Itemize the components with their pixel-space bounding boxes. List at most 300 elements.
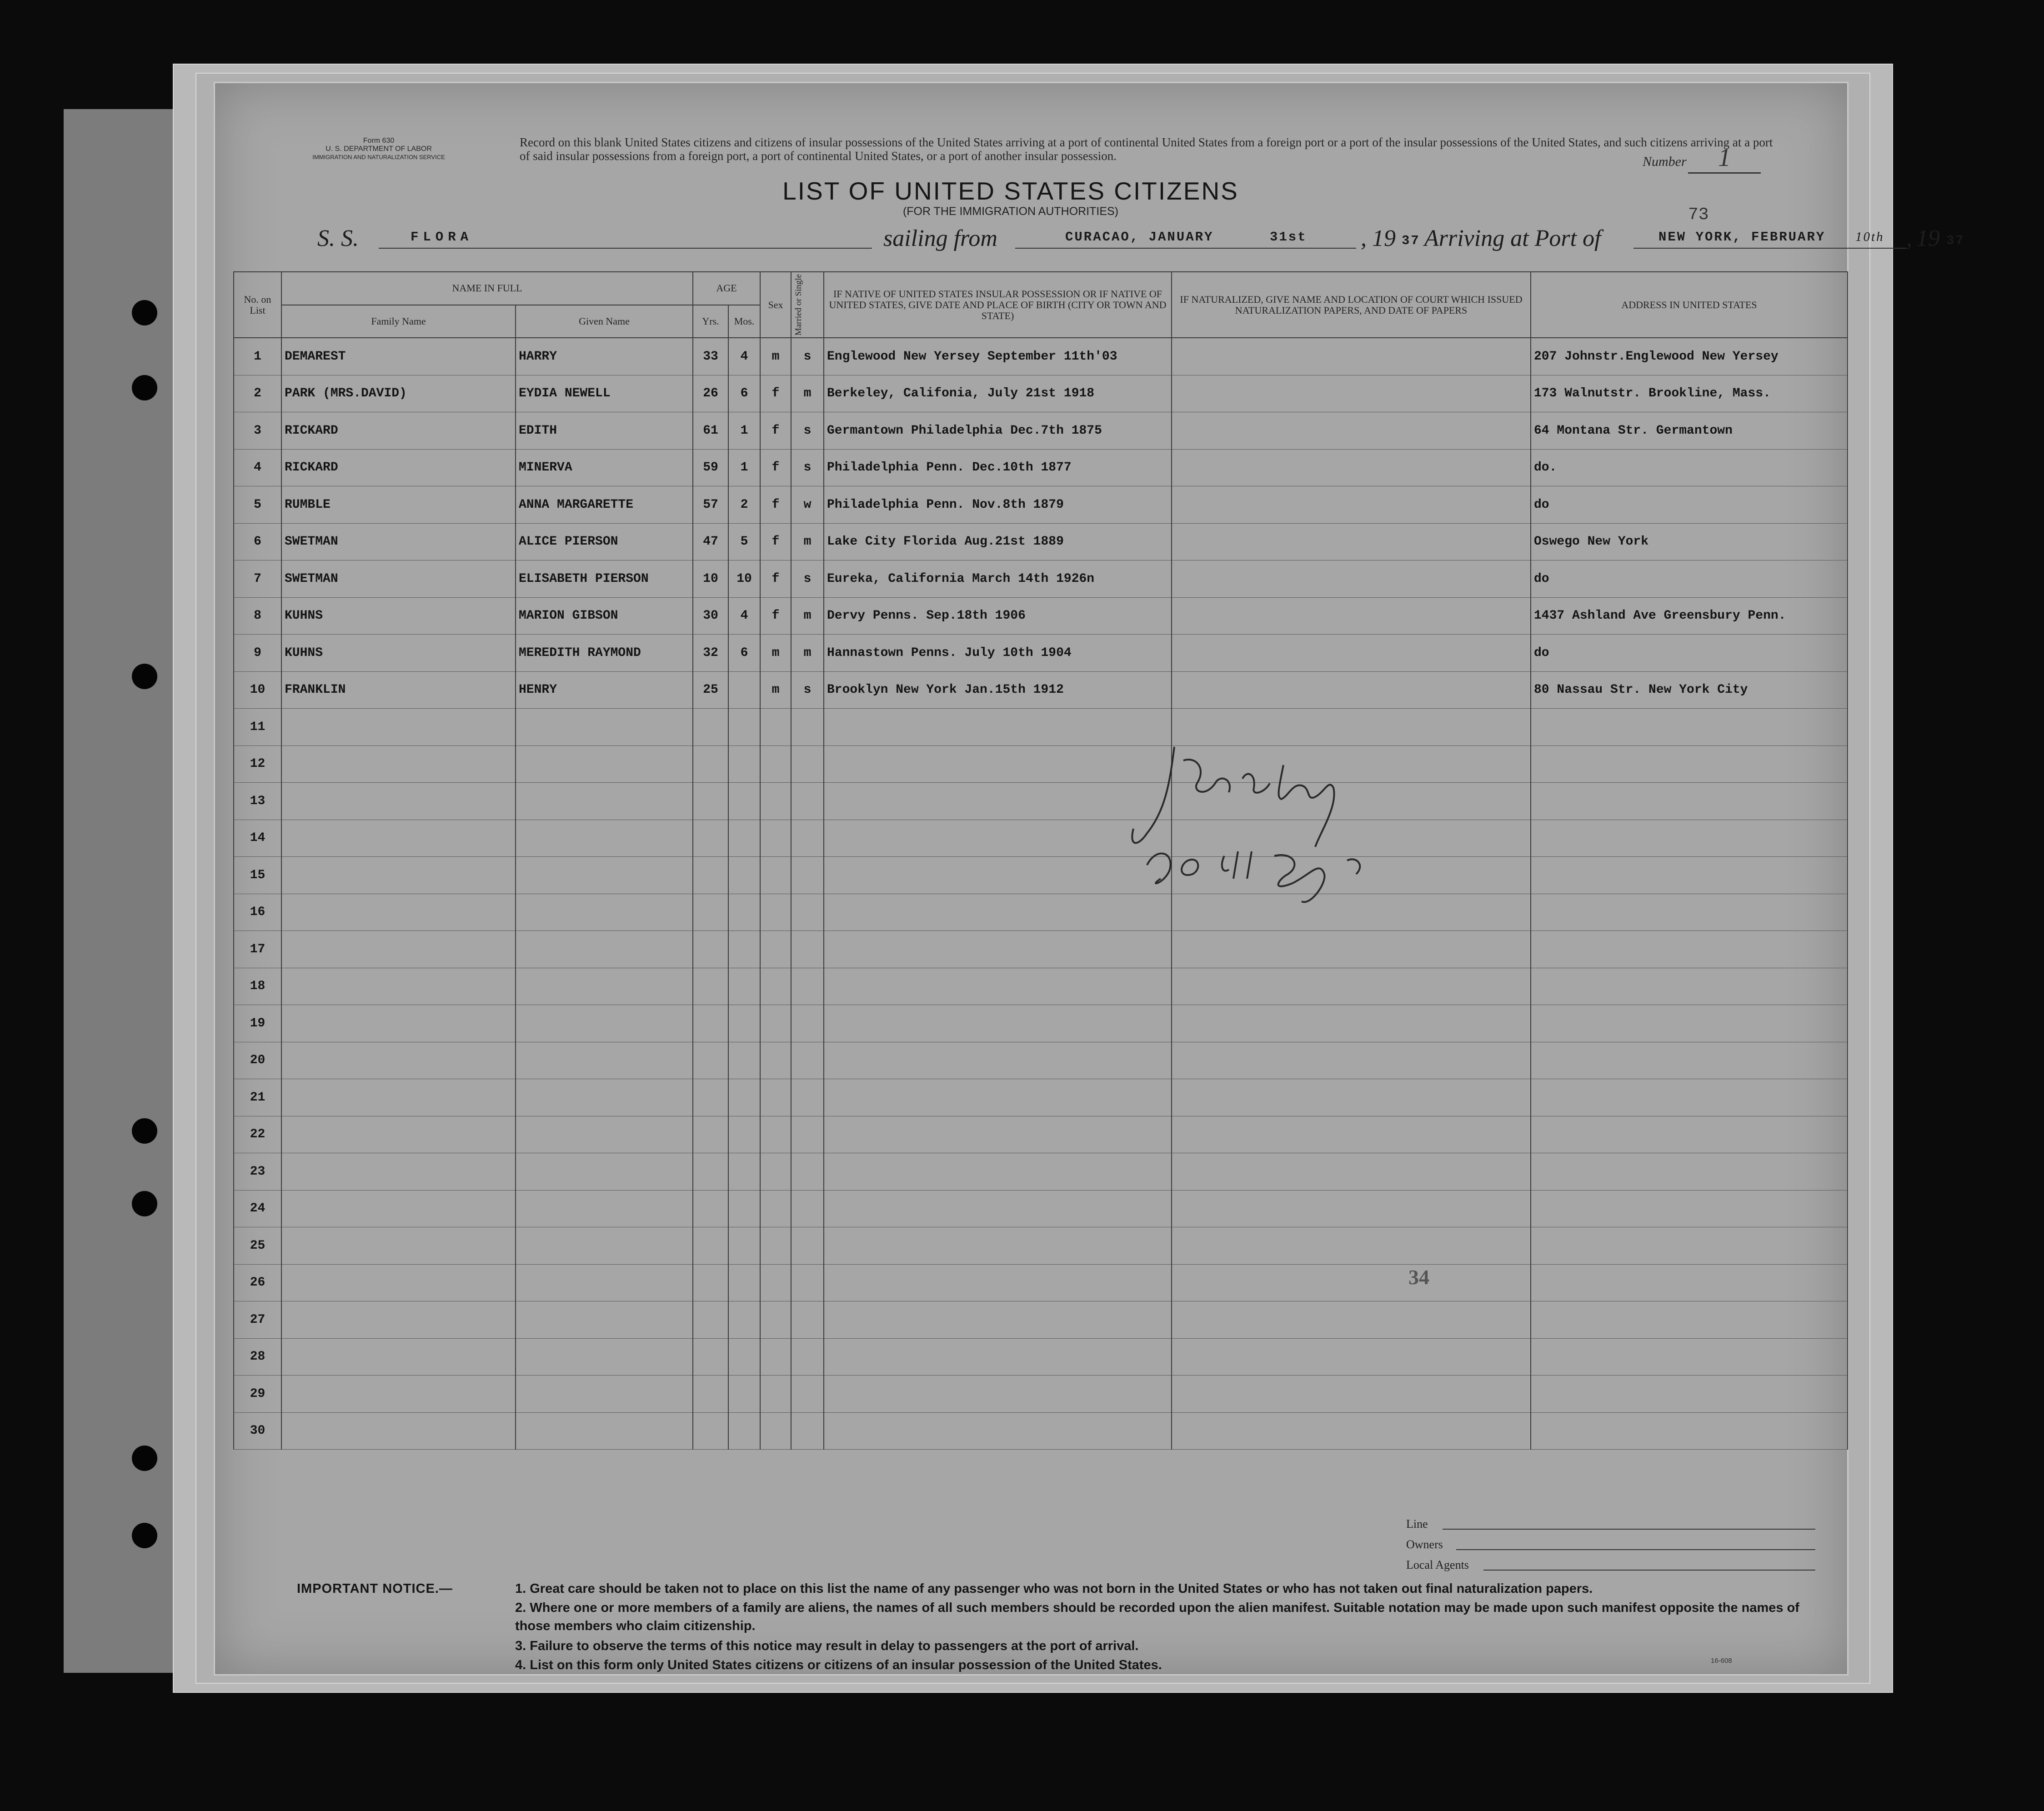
marital-status: m [791,375,824,412]
row-number: 19 [234,1005,281,1042]
given-name [516,1042,693,1079]
age-years: 33 [693,338,728,375]
us-address [1531,1190,1848,1227]
birth-place-date [824,1301,1172,1339]
row-number: 15 [234,857,281,894]
sex [760,1227,791,1265]
sex [760,857,791,894]
row-number: 2 [234,375,281,412]
marital-status: s [791,412,824,450]
number-label: Number [1643,154,1687,169]
line-field [1443,1515,1815,1530]
family-name [281,1190,516,1227]
family-name: RICKARD [281,449,516,486]
birth-place-date: Germantown Philadelphia Dec.7th 1875 [824,412,1172,450]
age-months: 6 [728,375,760,412]
naturalization-details [1172,338,1531,375]
birth-place-date: Lake City Florida Aug.21st 1889 [824,523,1172,560]
notice-item-3: 3. Failure to observe the terms of this notice may result in delay to passengers at the port of arrival. [515,1639,1139,1653]
age-months [728,745,760,783]
age-months [728,857,760,894]
table-row [234,1079,1848,1116]
age-years [693,1079,728,1116]
birth-place-date [824,1412,1172,1450]
family-name: SWETMAN [281,523,516,560]
arrival-port-date: NEW YORK, FEBRUARY [1658,230,1826,245]
naturalization-details [1172,412,1531,450]
col-marital-header [791,272,824,338]
naturalization-details [1172,1264,1531,1301]
birth-place-date: Eureka, California March 14th 1926n [824,560,1172,598]
given-name [516,857,693,894]
age-months: 1 [728,449,760,486]
binder-hole [132,300,157,325]
sheet-reference: 73 [1688,205,1709,225]
us-address [1531,1005,1848,1042]
us-address: 173 Walnutstr. Brookline, Mass. [1531,375,1848,412]
departure-day: 31st [1270,230,1307,245]
age-months [728,1376,760,1413]
page-subtitle: (FOR THE IMMIGRATION AUTHORITIES) [902,205,1119,218]
age-years [693,1376,728,1413]
birth-place-date [824,968,1172,1005]
table-row [234,338,1848,375]
us-address: 1437 Ashland Ave Greensbury Penn. [1531,597,1848,635]
age-months [728,931,760,968]
given-name: MEREDITH RAYMOND [516,635,693,672]
table-row [234,931,1848,968]
age-years [693,1190,728,1227]
marital-status [791,1190,824,1227]
col-number-header: No. on List [234,272,281,338]
local-agents-field [1483,1556,1815,1571]
ship-name-line [379,228,872,249]
col-age-group-header: AGE [693,272,760,305]
given-name [516,894,693,931]
us-address: 80 Nassau Str. New York City [1531,671,1848,709]
us-address [1531,820,1848,857]
binder-hole [132,664,157,689]
table-row [234,1005,1848,1042]
family-name [281,1079,516,1116]
stamp-number: 34 [1408,1266,1429,1289]
age-months: 6 [728,635,760,672]
family-name [281,1005,516,1042]
birth-place-date: Dervy Penns. Sep.18th 1906 [824,597,1172,635]
birth-place-date [824,931,1172,968]
col-marital-label: Married or Single [794,274,803,336]
us-address: do [1531,560,1848,598]
age-months: 10 [728,560,760,598]
table-row [234,1116,1848,1153]
given-name [516,931,693,968]
marital-status [791,1264,824,1301]
notice-heading: IMPORTANT NOTICE.— [297,1581,453,1596]
given-name [516,709,693,746]
age-years: 26 [693,375,728,412]
age-years [693,1042,728,1079]
table-row [234,635,1848,672]
age-years [693,1412,728,1450]
ss-label: S. S. [317,225,359,251]
given-name [516,1190,693,1227]
age-months: 1 [728,412,760,450]
sex [760,1005,791,1042]
naturalization-details [1172,1005,1531,1042]
marital-status: s [791,560,824,598]
us-address [1531,1153,1848,1191]
given-name: HARRY [516,338,693,375]
given-name [516,1264,693,1301]
sex [760,820,791,857]
row-number: 25 [234,1227,281,1265]
age-years: 61 [693,412,728,450]
table-row [234,1227,1848,1265]
age-months [728,1005,760,1042]
col-address-header: ADDRESS IN UNITED STATES [1531,272,1848,338]
marital-status [791,1116,824,1153]
table-row [234,820,1848,857]
us-address [1531,931,1848,968]
manifest-sheet [214,82,1965,1676]
us-address [1531,1376,1848,1413]
family-name [281,1153,516,1191]
birth-place-date [824,1264,1172,1301]
family-name [281,709,516,746]
marital-status [791,1338,824,1376]
marital-status [791,709,824,746]
table-row [234,523,1848,560]
row-number: 12 [234,745,281,783]
table-row [234,968,1848,1005]
age-months [728,1301,760,1339]
given-name [516,1005,693,1042]
sex [760,1301,791,1339]
arrival-line [1633,228,1906,249]
given-name: MINERVA [516,449,693,486]
us-address [1531,709,1848,746]
naturalization-details [1172,1412,1531,1450]
age-months: 5 [728,523,760,560]
family-name [281,783,516,820]
age-months [728,1190,760,1227]
marital-status [791,931,824,968]
given-name [516,820,693,857]
row-number: 27 [234,1301,281,1339]
age-months [728,820,760,857]
owners-label: Owners [1406,1538,1443,1551]
naturalization-details [1172,1190,1531,1227]
marital-status: s [791,671,824,709]
naturalization-details [1172,671,1531,709]
row-number: 1 [234,338,281,375]
table-row [234,894,1848,931]
row-number: 9 [234,635,281,672]
table-row [234,1412,1848,1450]
age-months: 4 [728,338,760,375]
us-address [1531,1301,1848,1339]
table-row [234,560,1848,598]
departure-port-date: CURACAO, JANUARY [1065,230,1214,245]
naturalization-details [1172,968,1531,1005]
age-months [728,1412,760,1450]
naturalization-details [1172,1116,1531,1153]
marital-status [791,783,824,820]
row-number: 22 [234,1116,281,1153]
age-months [728,894,760,931]
family-name [281,1042,516,1079]
family-name: KUHNS [281,635,516,672]
given-name [516,1338,693,1376]
family-name [281,857,516,894]
age-years: 59 [693,449,728,486]
sailing-from-label: sailing from [883,225,997,251]
naturalization-details [1172,1079,1531,1116]
age-months: 2 [728,486,760,524]
sex: f [760,523,791,560]
given-name [516,783,693,820]
family-name [281,931,516,968]
age-years [693,1264,728,1301]
table-row [234,1153,1848,1191]
binder-hole [132,1446,157,1471]
birth-place-date: Hannastown Penns. July 10th 1904 [824,635,1172,672]
col-naturalized-header: IF NATURALIZED, GIVE NAME AND LOCATION OF COURT WHICH ISSUED NATURALIZATION PAPERS, AND DATE OF PAPERS [1172,272,1531,338]
local-agents-label: Local Agents [1406,1558,1469,1571]
family-name [281,1116,516,1153]
binder-hole [132,1118,157,1144]
given-name: ANNA MARGARETTE [516,486,693,524]
age-years: 57 [693,486,728,524]
given-name: MARION GIBSON [516,597,693,635]
table-row [234,375,1848,412]
marital-status [791,1376,824,1413]
marital-status [791,745,824,783]
sex: f [760,560,791,598]
passenger-rows [234,338,1848,1450]
table-row [234,745,1848,783]
arrival-year-comma: , [1906,225,1912,251]
age-years [693,1338,728,1376]
us-address [1531,1412,1848,1450]
row-number: 16 [234,894,281,931]
marital-status [791,1005,824,1042]
us-address [1531,857,1848,894]
sex [760,709,791,746]
age-months [728,709,760,746]
birth-place-date: Brooklyn New York Jan.15th 1912 [824,671,1172,709]
sex [760,745,791,783]
birth-place-date [824,1153,1172,1191]
sex [760,1412,791,1450]
naturalization-details [1172,375,1531,412]
age-months [728,1227,760,1265]
age-years [693,857,728,894]
sex: f [760,449,791,486]
marital-status [791,1301,824,1339]
row-number: 18 [234,968,281,1005]
us-address: 64 Montana Str. Germantown [1531,412,1848,450]
age-years [693,783,728,820]
table-row [234,857,1848,894]
marital-status [791,820,824,857]
sex: f [760,412,791,450]
naturalization-details [1172,635,1531,672]
form-number: Form 630 [363,137,395,145]
us-address: do. [1531,449,1848,486]
age-years: 10 [693,560,728,598]
given-name [516,1227,693,1265]
handwritten-signature [1120,729,1465,920]
birth-place-date [824,1338,1172,1376]
age-years [693,931,728,968]
col-given-name-header: Given Name [516,305,693,338]
family-name [281,1264,516,1301]
row-number: 5 [234,486,281,524]
row-number: 17 [234,931,281,968]
naturalization-details [1172,486,1531,524]
departure-year-prefix: 19 [1372,225,1396,251]
table-row [234,1301,1848,1339]
record-instructions: Record on this blank United States citizens and citizens of insular possessions of the United States arriving at a port of continental United States from a foreign port or a port of the insular possessions of the United States, and such citizens arriving at a port of said insular possessions from a foreign port, a port of continental United States, or a port of another insular possession. [520,135,1773,163]
arrival-year-prefix: 19 [1916,225,1940,251]
given-name: EYDIA NEWELL [516,375,693,412]
age-years [693,1227,728,1265]
col-name-group-header: NAME IN FULL [281,272,693,305]
sex [760,1190,791,1227]
age-years [693,1301,728,1339]
sex [760,1042,791,1079]
age-years [693,968,728,1005]
birth-place-date [824,1190,1172,1227]
family-name: SWETMAN [281,560,516,598]
family-name: FRANKLIN [281,671,516,709]
age-years [693,894,728,931]
us-address: do [1531,486,1848,524]
row-number: 26 [234,1264,281,1301]
age-months [728,783,760,820]
given-name: HENRY [516,671,693,709]
family-name [281,1338,516,1376]
form-print-code: 16-608 [1711,1657,1732,1665]
row-number: 8 [234,597,281,635]
col-sex-header: Sex [760,272,791,338]
row-number: 29 [234,1376,281,1413]
sex [760,1376,791,1413]
marital-status [791,894,824,931]
sex [760,1116,791,1153]
us-address [1531,1227,1848,1265]
naturalization-details [1172,1338,1531,1376]
form-identifier [283,137,474,161]
arrival-day: 10th [1855,230,1884,244]
birth-place-date [824,1079,1172,1116]
binder-hole [132,1523,157,1548]
given-name [516,1079,693,1116]
row-number: 28 [234,1338,281,1376]
birth-place-date [824,1116,1172,1153]
birth-place-date [824,1376,1172,1413]
naturalization-details [1172,1376,1531,1413]
row-number: 10 [234,671,281,709]
age-months [728,1338,760,1376]
us-address [1531,1338,1848,1376]
birth-place-date: Berkeley, Califonia, July 21st 1918 [824,375,1172,412]
binder-hole [132,375,157,400]
table-row [234,783,1848,820]
family-name [281,1301,516,1339]
row-number: 13 [234,783,281,820]
age-years [693,745,728,783]
sex [760,1338,791,1376]
row-number: 23 [234,1153,281,1191]
row-number: 20 [234,1042,281,1079]
col-birth-header: IF NATIVE OF UNITED STATES INSULAR POSSESSION OR IF NATIVE OF UNITED STATES, GIVE DATE AND PLACE OF BIRTH (CITY OR TOWN AND STATE) [824,272,1172,338]
age-years: 32 [693,635,728,672]
binder-hole [132,1191,157,1216]
age-years: 30 [693,597,728,635]
table-row [234,709,1848,746]
given-name [516,1301,693,1339]
sex: f [760,375,791,412]
sex [760,1153,791,1191]
marital-status [791,1412,824,1450]
age-months [728,1264,760,1301]
row-number: 14 [234,820,281,857]
sex: m [760,671,791,709]
us-address [1531,894,1848,931]
row-number: 24 [234,1190,281,1227]
notice-item-4: 4. List on this form only United States citizens or citizens of an insular possession of the United States. [515,1658,1162,1672]
age-months [728,671,760,709]
given-name [516,1376,693,1413]
birth-place-date: Philadelphia Penn. Nov.8th 1879 [824,486,1172,524]
family-name: RUMBLE [281,486,516,524]
notice-item-2: 2. Where one or more members of a family are aliens, the names of all such members should be recorded upon the alien manifest. Suitable notation may be made upon such manifest opposite the names of those members who claim citizenship. [515,1601,1799,1633]
table-row [234,1376,1848,1413]
marital-status [791,1042,824,1079]
birth-place-date [824,1042,1172,1079]
sex [760,894,791,931]
table-row [234,449,1848,486]
given-name: ELISABETH PIERSON [516,560,693,598]
marital-status: m [791,635,824,672]
owners-field [1456,1536,1815,1550]
table-row [234,671,1848,709]
age-years [693,1116,728,1153]
line-label: Line [1406,1517,1428,1531]
age-months [728,968,760,1005]
family-name [281,1412,516,1450]
birth-place-date: Philadelphia Penn. Dec.10th 1877 [824,449,1172,486]
marital-status: m [791,597,824,635]
family-name [281,1376,516,1413]
form-service: IMMIGRATION AND NATURALIZATION SERVICE [312,154,445,160]
ship-name: FLORA [411,230,473,245]
marital-status: s [791,449,824,486]
birth-place-date: Englewood New Yersey September 11th'03 [824,338,1172,375]
table-row [234,1190,1848,1227]
age-months [728,1079,760,1116]
age-months [728,1153,760,1191]
table-row [234,1042,1848,1079]
naturalization-details [1172,560,1531,598]
family-name [281,1227,516,1265]
naturalization-details [1172,597,1531,635]
given-name [516,745,693,783]
naturalization-details [1172,523,1531,560]
naturalization-details [1172,449,1531,486]
